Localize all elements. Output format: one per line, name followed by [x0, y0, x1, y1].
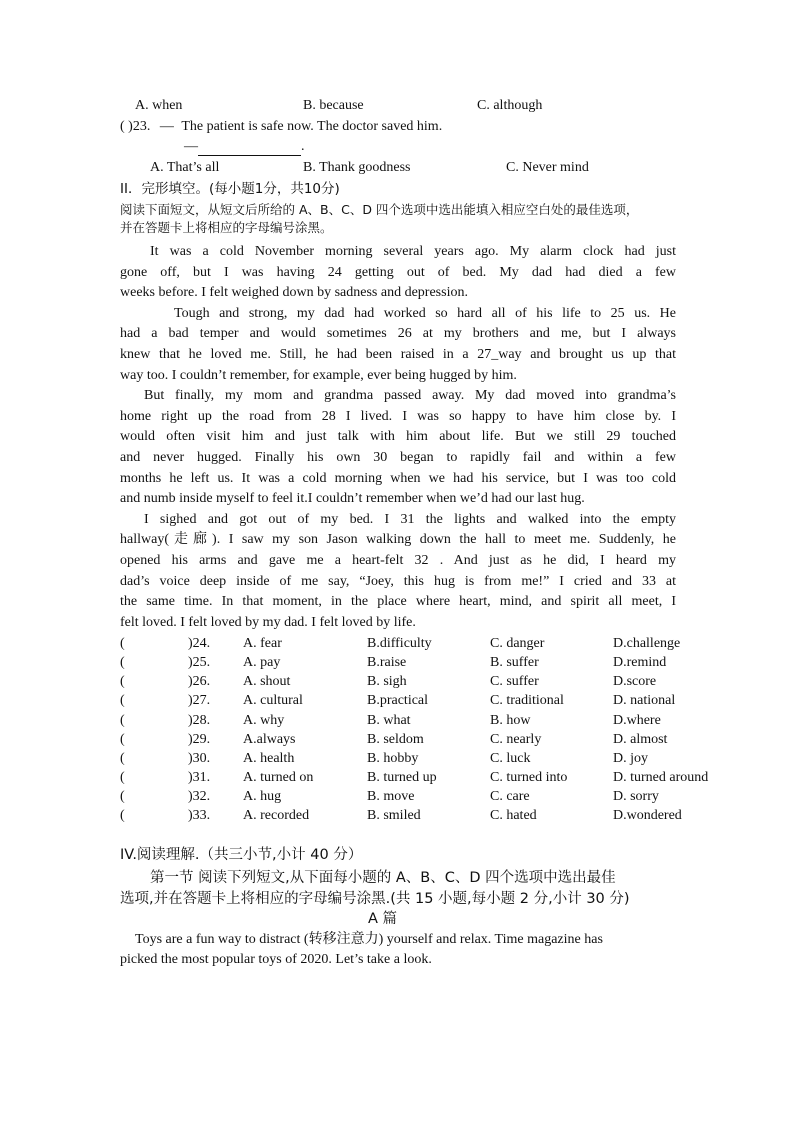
- passage-line: felt loved. I felt loved by my dad. I felt loved by life.: [120, 614, 416, 630]
- section4-part1-line1: 第一节 阅读下列短文,从下面每小题的 A、B、C、D 四个选项中选出最佳: [150, 870, 616, 886]
- passage-line: hallway(走廊). I saw my son Jason walking down the hall to meet me. Suddenly, he: [120, 532, 676, 548]
- passage-line: I sighed and got out of my bed. I 31 the lights and walked into the empty: [144, 511, 676, 527]
- passage-line: gone off, but I was having 24 getting out of bed. My dad had died a few: [120, 264, 676, 280]
- passage-line: the same time. In that moment, in the place where heart, mind, and spirit all meet, I: [120, 594, 676, 610]
- passage-line: knew that he loved me. Still, he had been raised in a 27_way and brought us up that: [120, 346, 676, 362]
- q23-reply: [184, 138, 305, 156]
- option-b: B. hobby: [367, 751, 419, 766]
- question-row: [0, 732, 794, 750]
- answer-paren: (: [120, 732, 125, 747]
- question-number: )25.: [188, 655, 211, 670]
- option-a: A. fear: [243, 636, 282, 651]
- answer-paren: (: [120, 636, 125, 651]
- q22-option-b: B. because: [303, 98, 364, 113]
- option-b: B.raise: [367, 655, 407, 670]
- option-c: B. how: [490, 713, 531, 728]
- option-b: B.practical: [367, 693, 429, 708]
- passage-line: had a bad temper and would sometimes 26 at my brothers and me, but I always: [120, 326, 676, 342]
- passage-line: It was a cold November morning several years ago. My alarm clock had just: [150, 244, 676, 259]
- passage-line: dad’s voice deep inside of me say, “Joey, this hug is from me!” I cried and 33 at: [120, 573, 676, 589]
- option-c: C. hated: [490, 808, 537, 823]
- option-a: A. cultural: [243, 693, 303, 708]
- section4-heading: IV.阅读理解.（共三小节,小计 40 分）: [120, 847, 363, 863]
- passage-a-line2: picked the most popular toys of 2020. Let’s take a look.: [120, 952, 432, 967]
- question-row: [0, 770, 794, 788]
- question-row: [0, 751, 794, 769]
- option-c: C. turned into: [490, 770, 568, 785]
- option-b: B. smiled: [367, 808, 421, 823]
- q23-reply-dash: —: [184, 139, 198, 154]
- option-d: D. sorry: [613, 789, 659, 804]
- option-a: A. recorded: [243, 808, 310, 823]
- passage-line: But finally, my mom and grandma passed away. My dad moved into grandma’s: [144, 388, 676, 404]
- option-c: C. luck: [490, 751, 531, 766]
- option-d: D. almost: [613, 732, 668, 747]
- passage-line: Tough and strong, my dad had worked so hard all of his life to 25 us. He: [174, 305, 676, 321]
- option-b: B. turned up: [367, 770, 437, 785]
- option-b: B. sigh: [367, 674, 407, 689]
- option-c: C. danger: [490, 636, 545, 651]
- answer-paren: (: [120, 674, 125, 689]
- answer-paren: (: [120, 693, 125, 708]
- option-d: D.wondered: [613, 808, 682, 823]
- question-number: )33.: [188, 808, 211, 823]
- option-c: C. care: [490, 789, 530, 804]
- section2-instruction-line2: 并在答题卡上将相应的字母编号涂黑。: [120, 220, 333, 235]
- option-d: D.score: [613, 674, 657, 689]
- answer-paren: (: [120, 751, 125, 766]
- option-c: C. nearly: [490, 732, 542, 747]
- passage-line: weeks before. I felt weighed down by sadness and depression.: [120, 285, 468, 301]
- q22-option-a: A. when: [135, 98, 183, 113]
- passage-line: would often visit him and just talk with him about life. But we still 29 touched: [120, 429, 676, 445]
- option-a: A. shout: [243, 674, 291, 689]
- answer-paren: (: [120, 770, 125, 785]
- option-b: B. move: [367, 789, 415, 804]
- passage-line: and never hugged. Finally his own 30 began to rapidly fail and within a few: [120, 449, 676, 465]
- passage-line: home right up the road from 28 I lived. I was so happy to have him close by. I: [120, 408, 676, 424]
- option-a: A. hug: [243, 789, 282, 804]
- option-d: D. national: [613, 693, 676, 708]
- passage-line: months he left us. It was a cold morning when we had his service, but I was too cold: [120, 470, 676, 486]
- passage-line: way too. I couldn’t remember, for example, ever being hugged by him.: [120, 367, 517, 383]
- cloze-passage: [120, 242, 676, 633]
- passage-line: opened his arms and gave me a heart-felt 32 . And just as he did, I heard my: [120, 552, 676, 568]
- option-c: C. suffer: [490, 674, 539, 689]
- option-b: B. what: [367, 713, 411, 728]
- option-b: B. seldom: [367, 732, 424, 747]
- option-a: A. pay: [243, 655, 281, 670]
- option-a: A. turned on: [243, 770, 314, 785]
- q22-option-c: C. although: [477, 98, 543, 113]
- answer-paren: (: [120, 713, 125, 728]
- question-row: [0, 636, 794, 654]
- option-a: A. health: [243, 751, 295, 766]
- q23-dash: —: [159, 119, 174, 134]
- passage-a-line1: Toys are a fun way to distract (转移注意力) yourself and relax. Time magazine has: [135, 932, 603, 947]
- option-d: D. turned around: [613, 770, 709, 785]
- question-number: )27.: [188, 693, 211, 708]
- question-row: [0, 713, 794, 731]
- question-number: )28.: [188, 713, 211, 728]
- q23-option-a: A. That’s all: [150, 160, 220, 175]
- section2-heading: II．完形填空。(每小题1分，共10分): [120, 181, 340, 197]
- question-row: [0, 693, 794, 711]
- passage-line: and numb inside myself to feel it.I couldn’t remember when we’d had our last hug.: [120, 491, 585, 507]
- question-number: )31.: [188, 770, 211, 785]
- q23-stem: [120, 118, 442, 136]
- question-number: )26.: [188, 674, 211, 689]
- q23-number: ( )23.: [120, 119, 151, 134]
- question-row: [0, 655, 794, 673]
- q23-option-b: B. Thank goodness: [303, 160, 411, 175]
- option-a: A.always: [243, 732, 296, 747]
- option-d: D.where: [613, 713, 661, 728]
- option-c: C. traditional: [490, 693, 564, 708]
- option-a: A. why: [243, 713, 285, 728]
- question-row: [0, 789, 794, 807]
- question-number: )30.: [188, 751, 211, 766]
- section4-part1-line2: 选项,并在答题卡上将相应的字母编号涂黑.(共 15 小题,每小题 2 分,小计 30 分): [120, 891, 630, 907]
- question-row: [0, 808, 794, 826]
- q23-answer-blank: [198, 141, 301, 156]
- passage-a-title: A 篇: [368, 911, 398, 927]
- option-d: D.challenge: [613, 636, 681, 651]
- option-b: B.difficulty: [367, 636, 432, 651]
- answer-paren: (: [120, 808, 125, 823]
- section2-instruction-line1: 阅读下面短文，从短文后所给的 A、B、C、D 四个选项中选出能填入相应空白处的最佳选项，: [120, 202, 639, 217]
- q23-prompt: The patient is safe now. The doctor saved him.: [181, 119, 443, 134]
- option-d: D. joy: [613, 751, 648, 766]
- option-c: B. suffer: [490, 655, 539, 670]
- question-number: )29.: [188, 732, 211, 747]
- q23-reply-end: .: [301, 139, 305, 154]
- question-number: )32.: [188, 789, 211, 804]
- answer-paren: (: [120, 789, 125, 804]
- option-d: D.remind: [613, 655, 667, 670]
- answer-paren: (: [120, 655, 125, 670]
- question-row: [0, 674, 794, 692]
- question-number: )24.: [188, 636, 211, 651]
- q23-option-c: C. Never mind: [506, 160, 589, 175]
